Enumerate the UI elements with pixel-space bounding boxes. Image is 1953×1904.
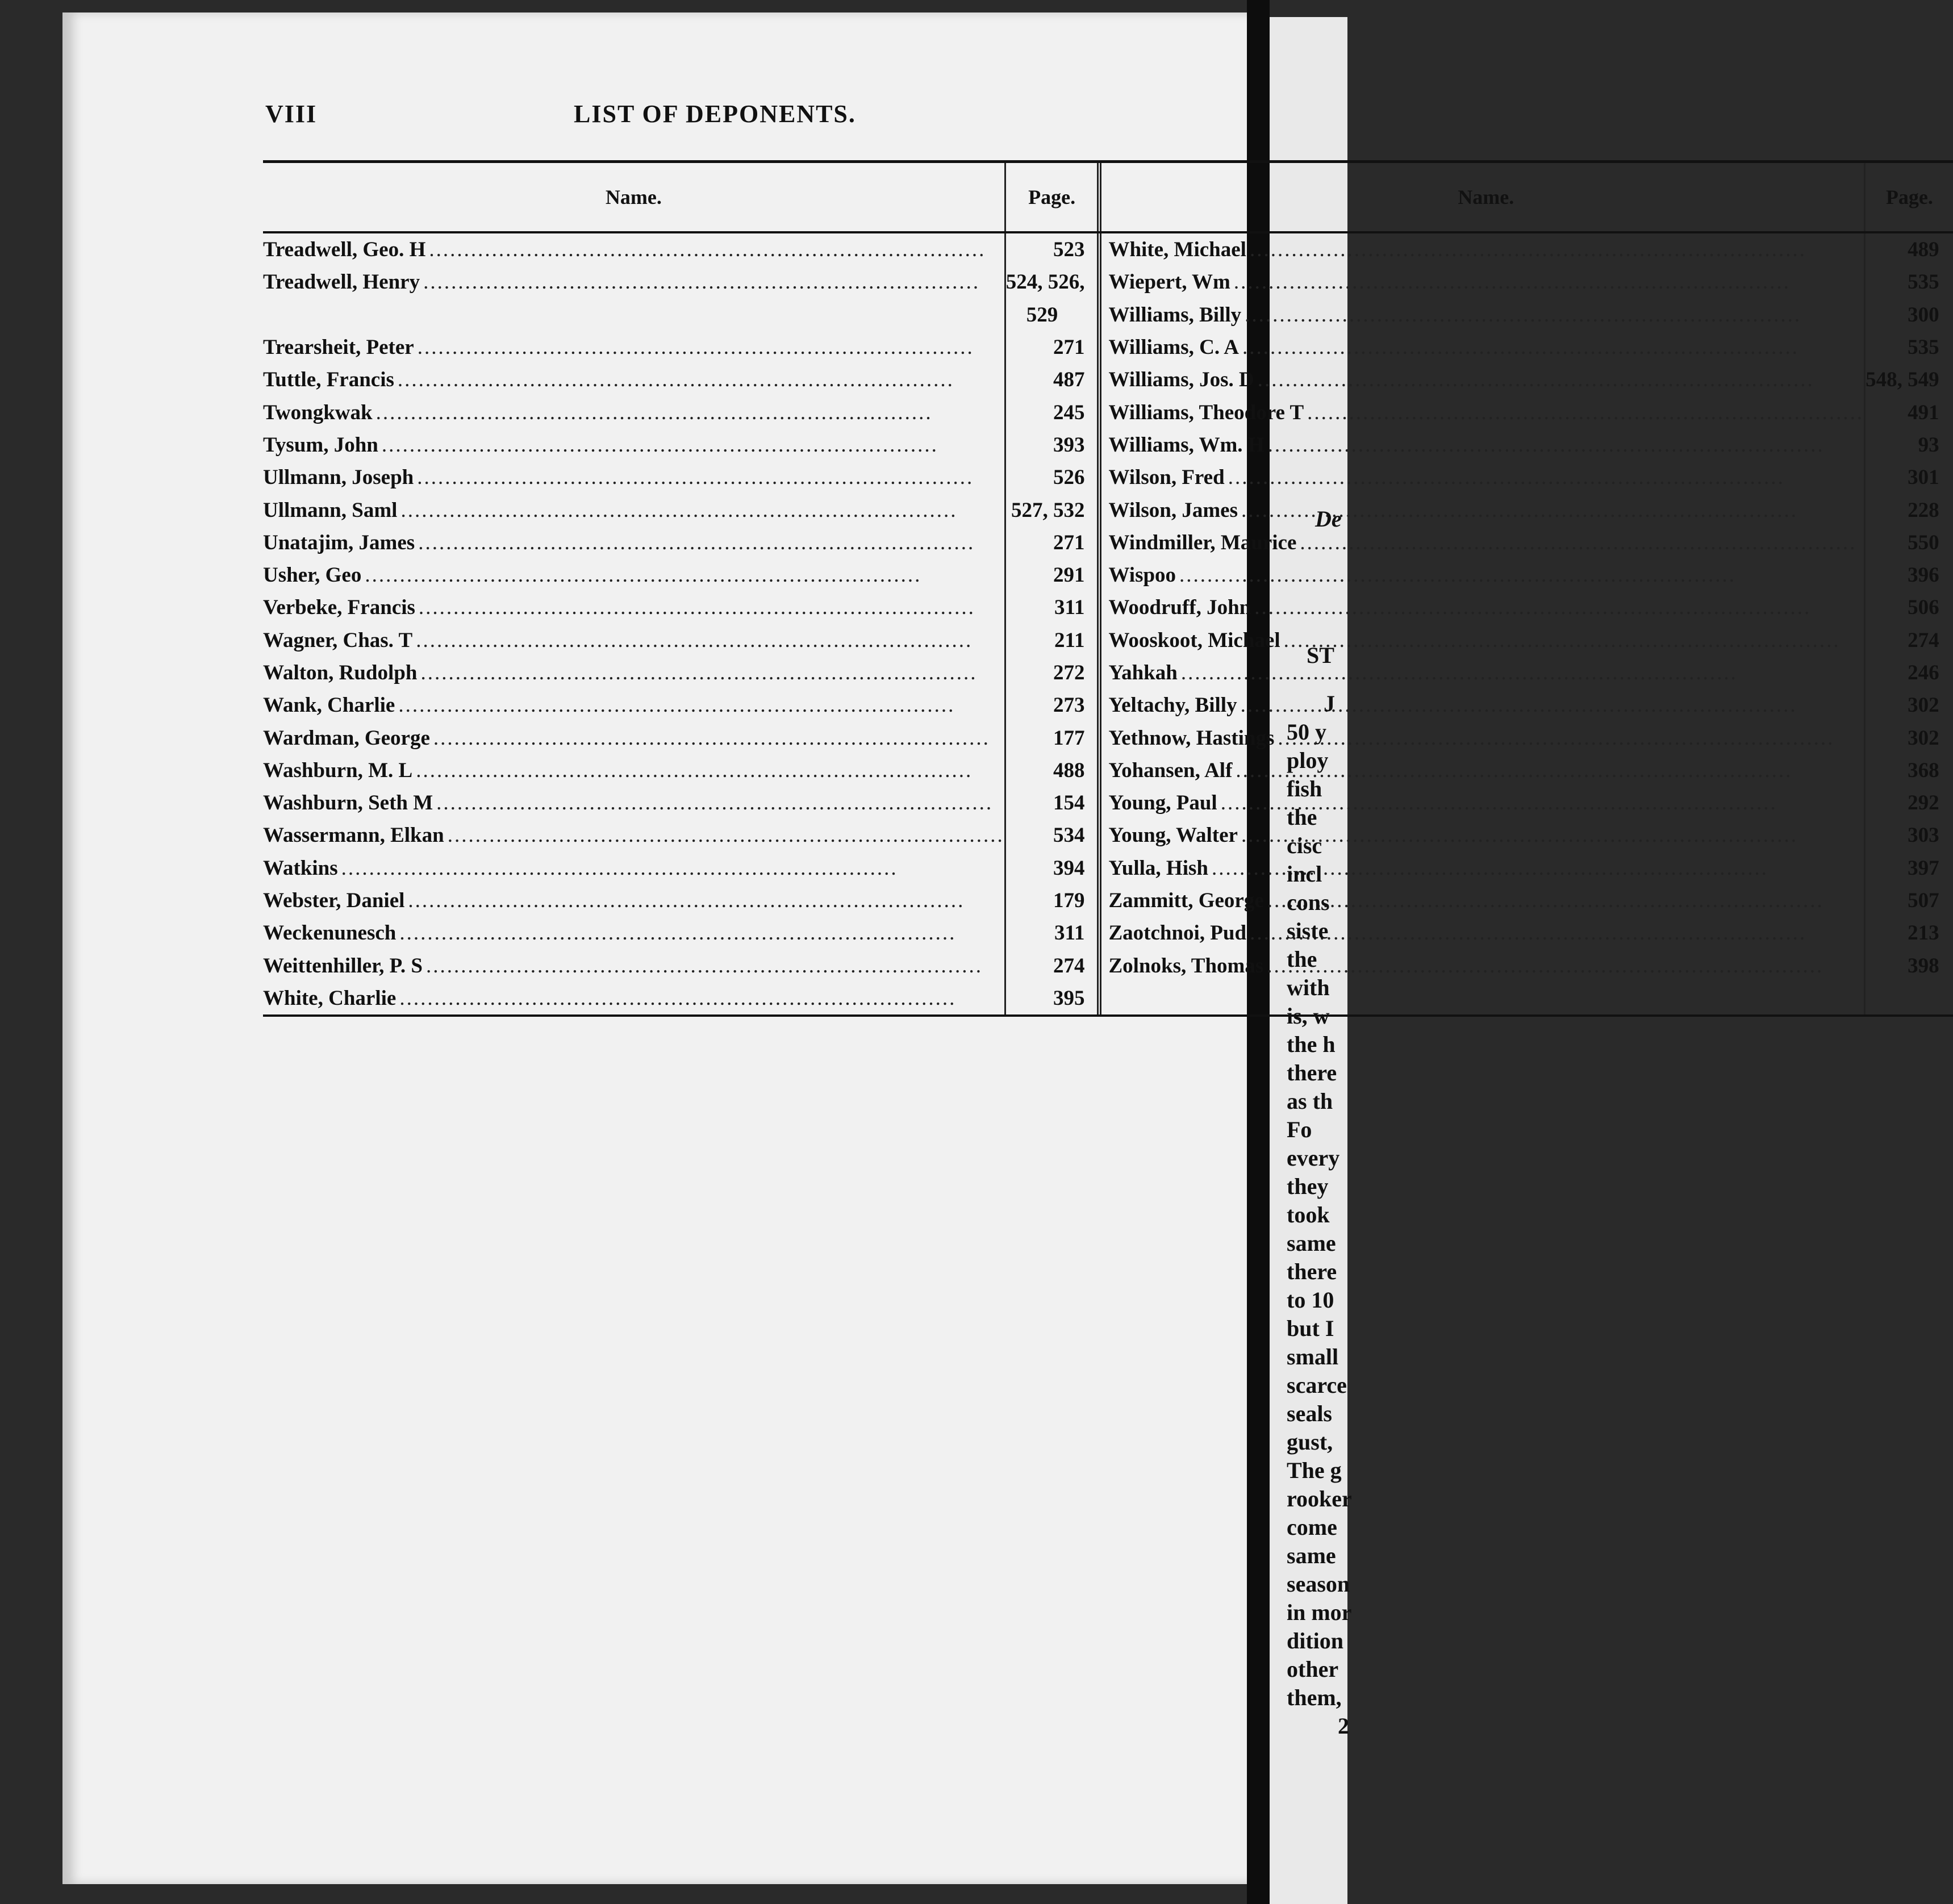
deponent-name-left xyxy=(263,721,1005,754)
deponent-name-text: Twongkwak xyxy=(263,400,373,424)
deponent-page-left: 271 xyxy=(1005,331,1098,364)
column-header-name-left: Name. xyxy=(263,162,1005,233)
deponent-name-right xyxy=(1101,787,1865,819)
deponent-name-right xyxy=(1101,819,1865,851)
deponent-page-right: 548, 549 xyxy=(1865,364,1953,396)
deponent-name-left xyxy=(263,917,1005,949)
leader-dots xyxy=(365,563,1004,587)
deponent-page-left: 487 xyxy=(1005,364,1098,396)
adjacent-text-line: season xyxy=(1287,1571,1350,1597)
leader-dots xyxy=(416,628,1004,653)
leader-dots xyxy=(429,237,1004,262)
adjacent-text-line: the xyxy=(1287,946,1317,972)
table-row xyxy=(263,527,1953,559)
deponent-page-right: 396 xyxy=(1865,559,1953,591)
deponent-name-text: Wardman, George xyxy=(263,726,430,750)
adjacent-text-line: the xyxy=(1287,804,1317,830)
deponent-name-left xyxy=(263,624,1005,657)
column-header-page-left: Page. xyxy=(1005,162,1098,233)
deponent-page-left: 488 xyxy=(1005,754,1098,787)
leader-dots xyxy=(1278,726,1864,750)
adjacent-text-line: every xyxy=(1287,1145,1340,1171)
table-row xyxy=(263,232,1953,266)
leader-dots xyxy=(1268,433,1864,457)
adjacent-text-line: as th xyxy=(1287,1088,1333,1114)
table-row xyxy=(263,266,1953,298)
deponent-page-left: 393 xyxy=(1005,429,1098,461)
adjacent-text-line: fish xyxy=(1287,776,1322,801)
deponent-name-right xyxy=(1101,721,1865,754)
deponent-page-left: 526 xyxy=(1005,461,1098,494)
deponent-page-left: 527, 532 xyxy=(1005,494,1098,526)
deponent-page-right: 302 xyxy=(1865,721,1953,754)
leader-dots xyxy=(376,400,1004,425)
leader-dots xyxy=(416,758,1004,783)
deponent-name-left xyxy=(263,331,1005,364)
deponent-page-left: 395 xyxy=(1005,982,1098,1016)
deponent-name-right xyxy=(1101,331,1865,364)
deponent-page-left: 523 xyxy=(1005,232,1098,266)
table-row xyxy=(263,624,1953,657)
deponent-name-text: Yeltachy, Billy xyxy=(1108,694,1237,717)
deponent-name-right xyxy=(1101,884,1865,917)
adjacent-text-line: small xyxy=(1287,1344,1339,1369)
table-row xyxy=(263,917,1953,949)
deponent-name-text: Ullmann, Joseph xyxy=(263,466,414,490)
leader-dots xyxy=(1284,628,1864,653)
deponent-name-text: White, Charlie xyxy=(263,986,397,1010)
leader-dots xyxy=(398,693,1004,717)
adjacent-text-line: siste xyxy=(1287,918,1329,943)
leader-dots xyxy=(426,954,1004,978)
leader-dots xyxy=(423,270,1004,294)
deponent-name-left xyxy=(263,982,1005,1016)
leader-dots xyxy=(417,465,1004,490)
deponent-name-text: White, Michael xyxy=(1108,238,1246,262)
deponent-page-right: 506 xyxy=(1865,591,1953,624)
deponent-name-left xyxy=(263,852,1005,884)
adjacent-text-line: The g xyxy=(1287,1458,1342,1483)
adjacent-text-line: but I xyxy=(1287,1316,1334,1341)
deponent-name-right xyxy=(1101,299,1865,331)
deponent-page-left: 524, 526, xyxy=(1005,266,1098,298)
table-row xyxy=(263,299,1953,331)
deponent-name-text: Usher, Geo xyxy=(263,563,362,587)
deponent-name-right xyxy=(1101,461,1865,494)
leader-dots xyxy=(433,726,1004,750)
table-row xyxy=(263,819,1953,851)
deponent-page-left: 529 xyxy=(1005,299,1098,331)
deponent-page-left: 211 xyxy=(1005,624,1098,657)
adjacent-text-line: them, xyxy=(1287,1685,1342,1710)
adjacent-text-line: to 10 xyxy=(1287,1287,1334,1313)
deponent-name-right xyxy=(1101,689,1865,721)
deponent-page-left: 273 xyxy=(1005,689,1098,721)
adjacent-text-line: cons xyxy=(1287,890,1330,915)
table-row xyxy=(263,754,1953,787)
table-row xyxy=(263,852,1953,884)
deponent-name-right xyxy=(1101,917,1865,949)
deponent-name-text: Yahkah xyxy=(1108,661,1178,684)
leader-dots xyxy=(399,986,1004,1011)
deponent-name-left xyxy=(263,754,1005,787)
deponent-name-text: Weittenhiller, P. S xyxy=(263,954,423,978)
leader-dots xyxy=(420,661,1004,685)
adjacent-text-line: come xyxy=(1287,1514,1337,1540)
deponent-name-left xyxy=(263,266,1005,298)
adjacent-text-line: scarce xyxy=(1287,1372,1347,1398)
deponent-page-left: 534 xyxy=(1005,819,1098,851)
deponent-name-left xyxy=(263,884,1005,917)
leader-dots xyxy=(382,433,1004,457)
deponent-name-right xyxy=(1101,754,1865,787)
leader-dots xyxy=(1254,595,1864,620)
leader-dots xyxy=(1241,823,1864,847)
deponent-name-left xyxy=(263,396,1005,428)
deponent-page-right: 550 xyxy=(1865,527,1953,559)
table-row xyxy=(263,884,1953,917)
table-row xyxy=(263,461,1953,494)
adjacent-text-line: Fo xyxy=(1287,1117,1312,1142)
deponent-name-left xyxy=(263,559,1005,591)
deponent-name-text: Trearsheit, Peter xyxy=(263,336,414,360)
adjacent-text-line: is, w xyxy=(1287,1003,1330,1029)
deponent-name-left xyxy=(263,364,1005,396)
table-row xyxy=(263,657,1953,689)
deponent-page-right: 246 xyxy=(1865,657,1953,689)
deponent-name-text: Williams, Wm. H xyxy=(1108,433,1265,457)
deponent-page-right: 397 xyxy=(1865,852,1953,884)
deponent-name-text: Webster, Daniel xyxy=(263,889,405,913)
adjacent-text-line: dition xyxy=(1287,1628,1344,1654)
deponent-page-right: 228 xyxy=(1865,494,1953,526)
deponent-page-left: 271 xyxy=(1005,527,1098,559)
adjacent-text-line: there xyxy=(1287,1060,1337,1085)
leader-dots xyxy=(448,823,1004,847)
deponent-name-left xyxy=(263,429,1005,461)
deponent-name-text: Treadwell, Geo. H xyxy=(263,238,426,262)
table-row xyxy=(263,364,1953,396)
deponent-page-right: 535 xyxy=(1865,331,1953,364)
deponent-page-right: 274 xyxy=(1865,624,1953,657)
deponent-name-right xyxy=(1101,396,1865,428)
adjacent-text-line: the h xyxy=(1287,1032,1336,1057)
adjacent-text-line: 50 y xyxy=(1287,719,1326,745)
table-row xyxy=(263,982,1953,1016)
deponent-name-text: Verbeke, Francis xyxy=(263,596,415,620)
leader-dots xyxy=(1250,921,1864,945)
deponent-page-left: 177 xyxy=(1005,721,1098,754)
deponent-name-text: Wooskoot, Michael xyxy=(1108,628,1280,652)
leader-dots xyxy=(1267,888,1864,913)
leader-dots xyxy=(418,335,1004,360)
adjacent-text-line: they xyxy=(1287,1174,1329,1199)
adjacent-text-line: 2 xyxy=(1338,1713,1349,1739)
adjacent-text-line: took xyxy=(1287,1202,1330,1227)
leader-dots xyxy=(408,888,1004,913)
leader-dots xyxy=(341,856,1004,880)
adjacent-text-line: same xyxy=(1287,1230,1336,1256)
deponent-name-right xyxy=(1101,232,1865,266)
deponent-name-right xyxy=(1101,494,1865,526)
deponent-name-text: Yohansen, Alf xyxy=(1108,758,1233,782)
deponent-page-left: 274 xyxy=(1005,950,1098,982)
deponent-name-text: Wispoo xyxy=(1108,563,1176,587)
deponent-name-text: Treadwell, Henry xyxy=(263,270,420,294)
adjacent-text-line: there xyxy=(1287,1259,1337,1284)
deponent-page-right: 368 xyxy=(1865,754,1953,787)
deponent-name-right xyxy=(1101,852,1865,884)
deponent-name-left xyxy=(263,787,1005,819)
leader-dots xyxy=(399,921,1004,945)
deponent-name-right xyxy=(1101,950,1865,982)
adjacent-text-line: with xyxy=(1287,975,1330,1000)
deponent-page-left: 245 xyxy=(1005,396,1098,428)
deponent-name-right xyxy=(1101,266,1865,298)
deponent-name-right xyxy=(1101,624,1865,657)
deponent-page-left: 311 xyxy=(1005,917,1098,949)
deponent-name-left xyxy=(263,657,1005,689)
deponent-page-right: 302 xyxy=(1865,689,1953,721)
table-row xyxy=(263,689,1953,721)
adjacent-text-line: other xyxy=(1287,1656,1339,1682)
adjacent-heading-fragment: ST xyxy=(1307,642,1334,668)
deponent-name-left xyxy=(263,232,1005,266)
deponent-name-text: Zolnoks, Thomas xyxy=(1108,954,1264,978)
deponent-name-text: Wilson, James xyxy=(1108,498,1238,522)
deponent-name-left xyxy=(263,461,1005,494)
leader-dots xyxy=(1267,954,1864,978)
deponent-name-text: Yulla, Hish xyxy=(1108,856,1208,880)
table-row xyxy=(263,787,1953,819)
adjacent-text-line: gust, xyxy=(1287,1429,1333,1455)
deponent-page-right: 301 xyxy=(1865,461,1953,494)
deponent-name-text: Ullmann, Saml xyxy=(263,498,398,522)
adjacent-text-line: seals xyxy=(1287,1401,1332,1426)
deponent-name-text: Wassermann, Elkan xyxy=(263,824,444,847)
deponent-name-text: Williams, Theodore T xyxy=(1108,400,1304,424)
deponent-name-text: Wilson, Fred xyxy=(1108,466,1225,490)
deponent-name-text: Tuttle, Francis xyxy=(263,368,394,392)
adjacent-text-line: J xyxy=(1324,691,1335,716)
deponent-page-right: 303 xyxy=(1865,819,1953,851)
adjacent-text-line: incl xyxy=(1287,861,1322,887)
leader-dots xyxy=(1228,465,1864,490)
deponent-name-right xyxy=(1101,527,1865,559)
deponent-name-text: Washburn, M. L xyxy=(263,758,413,782)
table-row xyxy=(263,559,1953,591)
deponent-name-text: Yethnow, Hastings xyxy=(1108,726,1275,750)
deponent-name-left xyxy=(263,591,1005,624)
leader-dots xyxy=(436,791,1004,815)
deponent-page-left: 179 xyxy=(1005,884,1098,917)
leader-dots xyxy=(1236,758,1864,783)
deponent-name-text: Wagner, Chas. T xyxy=(263,628,413,652)
page-title: LIST OF DEPONENTS. xyxy=(574,100,856,128)
leader-dots xyxy=(1258,368,1864,392)
leader-dots xyxy=(418,531,1004,555)
deponent-name-text: Windmiller, Maurice xyxy=(1108,531,1297,554)
table-row xyxy=(263,721,1953,754)
deponent-page-right: 489 xyxy=(1865,232,1953,266)
table-row xyxy=(263,950,1953,982)
deponent-name-right xyxy=(1101,657,1865,689)
deponent-name-text: Walton, Rudolph xyxy=(263,661,418,684)
table-row xyxy=(263,494,1953,526)
leader-dots xyxy=(1234,270,1864,294)
deponent-name-left xyxy=(263,494,1005,526)
deponent-name-text: Woodruff, John xyxy=(1108,596,1251,620)
adjacent-text-line: in mor xyxy=(1287,1600,1352,1625)
deponent-name-left xyxy=(263,299,1005,331)
leader-dots xyxy=(1307,400,1864,425)
deponent-name-left xyxy=(263,950,1005,982)
deponent-name-right xyxy=(1101,591,1865,624)
deponent-name-right xyxy=(1101,982,1865,1016)
deponent-name-right xyxy=(1101,429,1865,461)
deponent-page-right: 507 xyxy=(1865,884,1953,917)
leader-dots xyxy=(400,498,1004,523)
deponent-name-text: Young, Walter xyxy=(1108,824,1238,847)
leader-dots xyxy=(1181,661,1864,685)
deponent-page-left: 154 xyxy=(1005,787,1098,819)
table-row xyxy=(263,429,1953,461)
table-row xyxy=(263,396,1953,428)
deponent-page-right: 398 xyxy=(1865,950,1953,982)
deponent-name-right xyxy=(1101,559,1865,591)
deponent-name-left xyxy=(263,689,1005,721)
deponent-name-text: Weckenunesch xyxy=(263,921,397,945)
table-row xyxy=(263,591,1953,624)
column-header-page-right: Page. xyxy=(1865,162,1953,233)
adjacent-heading-fragment: De xyxy=(1315,506,1342,532)
deponent-name-text: Williams, Billy xyxy=(1108,303,1242,327)
adjacent-text-line: rooker xyxy=(1287,1486,1352,1511)
deponent-page-right: 491 xyxy=(1865,396,1953,428)
deponent-name-text: Watkins xyxy=(263,856,338,880)
leader-dots xyxy=(1245,303,1864,327)
table-header-row xyxy=(263,162,1953,233)
adjacent-text-line: ploy xyxy=(1287,748,1329,773)
deponent-name-text: Williams, C. A xyxy=(1108,336,1240,360)
adjacent-text-line: cisc xyxy=(1287,833,1322,858)
deponent-name-text: Tysum, John xyxy=(263,433,378,457)
deponent-name-left xyxy=(263,527,1005,559)
leader-dots xyxy=(1179,563,1864,587)
deponent-page-right: 300 xyxy=(1865,299,1953,331)
table-row xyxy=(263,331,1953,364)
deponent-page-right xyxy=(1865,982,1953,1016)
leader-dots xyxy=(1250,237,1864,262)
deponent-page-right: 93 xyxy=(1865,429,1953,461)
deponent-name-text: Zaotchnoi, Pud xyxy=(1108,921,1247,945)
column-header-name-right: Name. xyxy=(1101,162,1865,233)
deponent-name-text: Wank, Charlie xyxy=(263,694,395,717)
deponent-page-left: 394 xyxy=(1005,852,1098,884)
deponent-name-text: Washburn, Seth M xyxy=(263,791,433,815)
deponents-table xyxy=(263,160,1953,1017)
leader-dots xyxy=(1300,531,1864,555)
deponent-name-text: Young, Paul xyxy=(1108,791,1217,815)
leader-dots xyxy=(398,368,1004,392)
deponent-page-right: 535 xyxy=(1865,266,1953,298)
page-number: VIII xyxy=(265,100,318,128)
deponent-name-left xyxy=(263,819,1005,851)
deponent-page-left: 291 xyxy=(1005,559,1098,591)
deponent-name-text: Unatajim, James xyxy=(263,531,415,554)
leader-dots xyxy=(419,595,1004,620)
deponent-page-right: 213 xyxy=(1865,917,1953,949)
deponent-name-text: Wiepert, Wm xyxy=(1108,270,1230,294)
leader-dots xyxy=(1242,335,1864,360)
adjacent-text-line: same xyxy=(1287,1543,1336,1568)
deponent-page-right: 292 xyxy=(1865,787,1953,819)
deponent-name-text: Zammitt, George xyxy=(1108,889,1264,913)
deponent-name-right xyxy=(1101,364,1865,396)
deponent-page-left: 311 xyxy=(1005,591,1098,624)
deponent-page-left: 272 xyxy=(1005,657,1098,689)
deponent-name-text: Williams, Jos. D xyxy=(1108,368,1254,392)
